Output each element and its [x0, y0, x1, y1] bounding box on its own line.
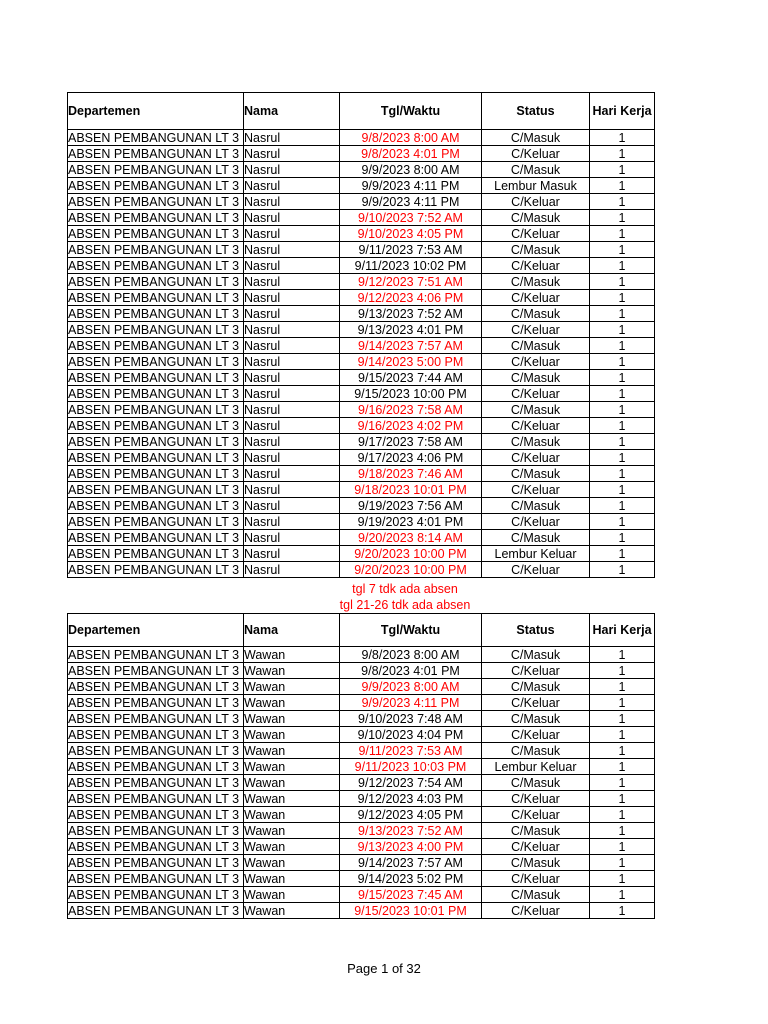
cell-hari-kerja: 1 [590, 178, 655, 194]
cell-status: C/Masuk [482, 210, 590, 226]
cell-nama: Nasrul [244, 242, 340, 258]
cell-tgl-waktu: 9/12/2023 7:51 AM [340, 274, 482, 290]
cell-departemen: ABSEN PEMBANGUNAN LT 3 [68, 743, 244, 759]
cell-status: C/Keluar [482, 322, 590, 338]
cell-hari-kerja: 1 [590, 775, 655, 791]
cell-departemen: ABSEN PEMBANGUNAN LT 3 [68, 402, 244, 418]
cell-departemen: ABSEN PEMBANGUNAN LT 3 [68, 178, 244, 194]
table-body [68, 130, 655, 578]
cell-tgl-waktu: 9/8/2023 8:00 AM [340, 130, 482, 146]
cell-nama: Wawan [244, 903, 340, 919]
cell-departemen: ABSEN PEMBANGUNAN LT 3 [68, 679, 244, 695]
cell-hari-kerja: 1 [590, 663, 655, 679]
cell-departemen: ABSEN PEMBANGUNAN LT 3 [68, 338, 244, 354]
cell-departemen: ABSEN PEMBANGUNAN LT 3 [68, 370, 244, 386]
cell-tgl-waktu: 9/20/2023 8:14 AM [340, 530, 482, 546]
cell-status: C/Keluar [482, 354, 590, 370]
cell-nama: Wawan [244, 695, 340, 711]
cell-tgl-waktu: 9/12/2023 4:05 PM [340, 807, 482, 823]
cell-nama: Wawan [244, 839, 340, 855]
table-row [68, 903, 655, 919]
cell-nama: Nasrul [244, 194, 340, 210]
cell-hari-kerja: 1 [590, 823, 655, 839]
cell-nama: Nasrul [244, 274, 340, 290]
cell-departemen: ABSEN PEMBANGUNAN LT 3 [68, 434, 244, 450]
table-row [68, 354, 655, 370]
cell-status: C/Keluar [482, 386, 590, 402]
cell-hari-kerja: 1 [590, 274, 655, 290]
cell-departemen: ABSEN PEMBANGUNAN LT 3 [68, 647, 244, 663]
cell-nama: Nasrul [244, 146, 340, 162]
table-row [68, 194, 655, 210]
header-status: Status [482, 614, 590, 647]
cell-status: C/Keluar [482, 791, 590, 807]
cell-departemen: ABSEN PEMBANGUNAN LT 3 [68, 290, 244, 306]
cell-nama: Wawan [244, 855, 340, 871]
cell-departemen: ABSEN PEMBANGUNAN LT 3 [68, 258, 244, 274]
cell-status: C/Masuk [482, 647, 590, 663]
cell-hari-kerja: 1 [590, 354, 655, 370]
cell-hari-kerja: 1 [590, 839, 655, 855]
cell-departemen: ABSEN PEMBANGUNAN LT 3 [68, 242, 244, 258]
cell-hari-kerja: 1 [590, 194, 655, 210]
cell-nama: Wawan [244, 775, 340, 791]
table-row [68, 466, 655, 482]
cell-status: Lembur Keluar [482, 759, 590, 775]
cell-departemen: ABSEN PEMBANGUNAN LT 3 [68, 695, 244, 711]
cell-tgl-waktu: 9/9/2023 8:00 AM [340, 679, 482, 695]
cell-departemen: ABSEN PEMBANGUNAN LT 3 [68, 807, 244, 823]
table-row [68, 162, 655, 178]
cell-hari-kerja: 1 [590, 450, 655, 466]
cell-tgl-waktu: 9/10/2023 4:05 PM [340, 226, 482, 242]
cell-tgl-waktu: 9/13/2023 7:52 AM [340, 823, 482, 839]
cell-departemen: ABSEN PEMBANGUNAN LT 3 [68, 823, 244, 839]
header-hari-kerja: Hari Kerja [590, 614, 655, 647]
cell-hari-kerja: 1 [590, 791, 655, 807]
cell-nama: Nasrul [244, 482, 340, 498]
table-row [68, 679, 655, 695]
cell-hari-kerja: 1 [590, 514, 655, 530]
cell-tgl-waktu: 9/14/2023 7:57 AM [340, 338, 482, 354]
cell-tgl-waktu: 9/15/2023 7:45 AM [340, 887, 482, 903]
cell-nama: Nasrul [244, 210, 340, 226]
cell-nama: Wawan [244, 759, 340, 775]
cell-nama: Nasrul [244, 354, 340, 370]
cell-departemen: ABSEN PEMBANGUNAN LT 3 [68, 562, 244, 578]
cell-departemen: ABSEN PEMBANGUNAN LT 3 [68, 274, 244, 290]
cell-nama: Wawan [244, 663, 340, 679]
cell-departemen: ABSEN PEMBANGUNAN LT 3 [68, 727, 244, 743]
cell-hari-kerja: 1 [590, 743, 655, 759]
cell-tgl-waktu: 9/19/2023 4:01 PM [340, 514, 482, 530]
cell-departemen: ABSEN PEMBANGUNAN LT 3 [68, 498, 244, 514]
cell-departemen: ABSEN PEMBANGUNAN LT 3 [68, 530, 244, 546]
table-row [68, 711, 655, 727]
header-tgl-waktu: Tgl/Waktu [340, 93, 482, 130]
cell-hari-kerja: 1 [590, 647, 655, 663]
table-row [68, 242, 655, 258]
cell-status: C/Masuk [482, 338, 590, 354]
table-row [68, 226, 655, 242]
cell-hari-kerja: 1 [590, 306, 655, 322]
cell-status: C/Keluar [482, 226, 590, 242]
cell-departemen: ABSEN PEMBANGUNAN LT 3 [68, 839, 244, 855]
cell-status: C/Keluar [482, 695, 590, 711]
cell-departemen: ABSEN PEMBANGUNAN LT 3 [68, 354, 244, 370]
cell-departemen: ABSEN PEMBANGUNAN LT 3 [68, 775, 244, 791]
cell-tgl-waktu: 9/12/2023 4:03 PM [340, 791, 482, 807]
cell-status: C/Masuk [482, 498, 590, 514]
table-row [68, 546, 655, 562]
cell-status: C/Masuk [482, 370, 590, 386]
table-row [68, 338, 655, 354]
note-line: tgl 7 tdk ada absen [352, 582, 458, 596]
cell-status: Lembur Masuk [482, 178, 590, 194]
cell-nama: Wawan [244, 711, 340, 727]
cell-tgl-waktu: 9/10/2023 7:52 AM [340, 210, 482, 226]
cell-tgl-waktu: 9/8/2023 8:00 AM [340, 647, 482, 663]
cell-status: C/Masuk [482, 306, 590, 322]
table-row [68, 450, 655, 466]
cell-status: C/Masuk [482, 162, 590, 178]
cell-tgl-waktu: 9/11/2023 7:53 AM [340, 242, 482, 258]
table-row [68, 759, 655, 775]
table-row [68, 839, 655, 855]
cell-nama: Nasrul [244, 386, 340, 402]
cell-status: C/Masuk [482, 823, 590, 839]
cell-tgl-waktu: 9/17/2023 7:58 AM [340, 434, 482, 450]
cell-tgl-waktu: 9/10/2023 7:48 AM [340, 711, 482, 727]
cell-tgl-waktu: 9/15/2023 10:00 PM [340, 386, 482, 402]
cell-hari-kerja: 1 [590, 807, 655, 823]
cell-tgl-waktu: 9/16/2023 4:02 PM [340, 418, 482, 434]
cell-hari-kerja: 1 [590, 482, 655, 498]
cell-nama: Wawan [244, 871, 340, 887]
table-row [68, 791, 655, 807]
cell-status: C/Keluar [482, 727, 590, 743]
cell-departemen: ABSEN PEMBANGUNAN LT 3 [68, 482, 244, 498]
cell-nama: Wawan [244, 679, 340, 695]
cell-tgl-waktu: 9/20/2023 10:00 PM [340, 546, 482, 562]
cell-hari-kerja: 1 [590, 242, 655, 258]
cell-nama: Nasrul [244, 306, 340, 322]
note-line: tgl 21-26 tdk ada absen [339, 597, 471, 612]
cell-tgl-waktu: 9/11/2023 7:53 AM [340, 743, 482, 759]
cell-tgl-waktu: 9/18/2023 7:46 AM [340, 466, 482, 482]
cell-nama: Wawan [244, 807, 340, 823]
cell-nama: Wawan [244, 743, 340, 759]
table-row [68, 322, 655, 338]
cell-hari-kerja: 1 [590, 226, 655, 242]
cell-tgl-waktu: 9/17/2023 4:06 PM [340, 450, 482, 466]
cell-tgl-waktu: 9/18/2023 10:01 PM [340, 482, 482, 498]
cell-nama: Nasrul [244, 546, 340, 562]
table-row [68, 514, 655, 530]
cell-status: C/Keluar [482, 663, 590, 679]
cell-status: C/Masuk [482, 434, 590, 450]
table-row [68, 274, 655, 290]
cell-nama: Wawan [244, 791, 340, 807]
table-row [68, 743, 655, 759]
cell-departemen: ABSEN PEMBANGUNAN LT 3 [68, 711, 244, 727]
cell-status: C/Keluar [482, 290, 590, 306]
table-row [68, 498, 655, 514]
cell-tgl-waktu: 9/9/2023 4:11 PM [340, 178, 482, 194]
cell-tgl-waktu: 9/14/2023 5:02 PM [340, 871, 482, 887]
cell-hari-kerja: 1 [590, 759, 655, 775]
cell-status: C/Keluar [482, 871, 590, 887]
table-row [68, 887, 655, 903]
cell-departemen: ABSEN PEMBANGUNAN LT 3 [68, 450, 244, 466]
cell-status: C/Masuk [482, 775, 590, 791]
cell-hari-kerja: 1 [590, 370, 655, 386]
cell-departemen: ABSEN PEMBANGUNAN LT 3 [68, 759, 244, 775]
cell-departemen: ABSEN PEMBANGUNAN LT 3 [68, 306, 244, 322]
cell-status: C/Keluar [482, 258, 590, 274]
cell-nama: Nasrul [244, 434, 340, 450]
table-row [68, 482, 655, 498]
cell-hari-kerja: 1 [590, 258, 655, 274]
cell-departemen: ABSEN PEMBANGUNAN LT 3 [68, 322, 244, 338]
cell-status: C/Masuk [482, 130, 590, 146]
cell-status: C/Masuk [482, 855, 590, 871]
cell-status: C/Keluar [482, 194, 590, 210]
cell-hari-kerja: 1 [590, 546, 655, 562]
table-row [68, 775, 655, 791]
cell-tgl-waktu: 9/9/2023 8:00 AM [340, 162, 482, 178]
attendance-table-wawan [67, 613, 655, 919]
cell-departemen: ABSEN PEMBANGUNAN LT 3 [68, 386, 244, 402]
cell-hari-kerja: 1 [590, 679, 655, 695]
cell-departemen: ABSEN PEMBANGUNAN LT 3 [68, 226, 244, 242]
cell-hari-kerja: 1 [590, 530, 655, 546]
cell-nama: Nasrul [244, 226, 340, 242]
cell-status: C/Masuk [482, 274, 590, 290]
cell-nama: Wawan [244, 647, 340, 663]
header-nama: Nama [244, 614, 340, 647]
cell-hari-kerja: 1 [590, 210, 655, 226]
header-hari-kerja: Hari Kerja [590, 93, 655, 130]
cell-status: C/Masuk [482, 743, 590, 759]
cell-hari-kerja: 1 [590, 695, 655, 711]
cell-tgl-waktu: 9/13/2023 7:52 AM [340, 306, 482, 322]
cell-hari-kerja: 1 [590, 855, 655, 871]
cell-nama: Wawan [244, 887, 340, 903]
table-row [68, 418, 655, 434]
cell-status: C/Keluar [482, 839, 590, 855]
cell-hari-kerja: 1 [590, 562, 655, 578]
table-row [68, 823, 655, 839]
cell-nama: Nasrul [244, 418, 340, 434]
cell-departemen: ABSEN PEMBANGUNAN LT 3 [68, 194, 244, 210]
cell-tgl-waktu: 9/11/2023 10:03 PM [340, 759, 482, 775]
cell-tgl-waktu: 9/16/2023 7:58 AM [340, 402, 482, 418]
cell-status: C/Masuk [482, 711, 590, 727]
cell-departemen: ABSEN PEMBANGUNAN LT 3 [68, 871, 244, 887]
table-row [68, 807, 655, 823]
table-row [68, 530, 655, 546]
cell-departemen: ABSEN PEMBANGUNAN LT 3 [68, 855, 244, 871]
cell-hari-kerja: 1 [590, 711, 655, 727]
table-row [68, 290, 655, 306]
cell-departemen: ABSEN PEMBANGUNAN LT 3 [68, 130, 244, 146]
cell-status: C/Keluar [482, 514, 590, 530]
header-tgl-waktu: Tgl/Waktu [340, 614, 482, 647]
cell-nama: Nasrul [244, 562, 340, 578]
cell-departemen: ABSEN PEMBANGUNAN LT 3 [68, 146, 244, 162]
cell-departemen: ABSEN PEMBANGUNAN LT 3 [68, 663, 244, 679]
cell-status: C/Keluar [482, 146, 590, 162]
header-departemen: Departemen [68, 614, 244, 647]
table-row [68, 386, 655, 402]
cell-status: C/Keluar [482, 482, 590, 498]
cell-tgl-waktu: 9/14/2023 5:00 PM [340, 354, 482, 370]
cell-nama: Nasrul [244, 162, 340, 178]
cell-tgl-waktu: 9/9/2023 4:11 PM [340, 194, 482, 210]
cell-hari-kerja: 1 [590, 871, 655, 887]
cell-nama: Nasrul [244, 370, 340, 386]
table-row [68, 562, 655, 578]
table-body [68, 647, 655, 919]
cell-departemen: ABSEN PEMBANGUNAN LT 3 [68, 466, 244, 482]
cell-nama: Nasrul [244, 466, 340, 482]
cell-status: C/Masuk [482, 402, 590, 418]
cell-departemen: ABSEN PEMBANGUNAN LT 3 [68, 546, 244, 562]
table-row [68, 727, 655, 743]
cell-tgl-waktu: 9/8/2023 4:01 PM [340, 663, 482, 679]
cell-tgl-waktu: 9/10/2023 4:04 PM [340, 727, 482, 743]
cell-hari-kerja: 1 [590, 466, 655, 482]
table-row [68, 663, 655, 679]
table-row [68, 130, 655, 146]
cell-status: C/Masuk [482, 530, 590, 546]
table-row [68, 647, 655, 663]
cell-hari-kerja: 1 [590, 338, 655, 354]
table-row [68, 855, 655, 871]
cell-hari-kerja: 1 [590, 418, 655, 434]
cell-status: C/Masuk [482, 466, 590, 482]
cell-nama: Wawan [244, 727, 340, 743]
cell-departemen: ABSEN PEMBANGUNAN LT 3 [68, 887, 244, 903]
cell-tgl-waktu: 9/9/2023 4:11 PM [340, 695, 482, 711]
cell-tgl-waktu: 9/14/2023 7:57 AM [340, 855, 482, 871]
table-header-row [68, 93, 655, 130]
cell-hari-kerja: 1 [590, 130, 655, 146]
cell-hari-kerja: 1 [590, 322, 655, 338]
cell-hari-kerja: 1 [590, 290, 655, 306]
cell-tgl-waktu: 9/15/2023 10:01 PM [340, 903, 482, 919]
cell-hari-kerja: 1 [590, 727, 655, 743]
cell-tgl-waktu: 9/19/2023 7:56 AM [340, 498, 482, 514]
cell-nama: Nasrul [244, 322, 340, 338]
header-nama: Nama [244, 93, 340, 130]
table-row [68, 434, 655, 450]
table-row [68, 178, 655, 194]
cell-hari-kerja: 1 [590, 903, 655, 919]
table-row [68, 306, 655, 322]
cell-nama: Nasrul [244, 258, 340, 274]
page-footer: Page 1 of 32 [347, 961, 421, 976]
cell-tgl-waktu: 9/15/2023 7:44 AM [340, 370, 482, 386]
cell-nama: Nasrul [244, 530, 340, 546]
cell-status: C/Keluar [482, 418, 590, 434]
cell-nama: Nasrul [244, 130, 340, 146]
cell-status: C/Keluar [482, 450, 590, 466]
cell-nama: Nasrul [244, 178, 340, 194]
cell-nama: Nasrul [244, 338, 340, 354]
table-header-row [68, 614, 655, 647]
table-row [68, 370, 655, 386]
cell-departemen: ABSEN PEMBANGUNAN LT 3 [68, 903, 244, 919]
table-row [68, 146, 655, 162]
cell-hari-kerja: 1 [590, 498, 655, 514]
cell-nama: Nasrul [244, 498, 340, 514]
table-row [68, 210, 655, 226]
cell-nama: Wawan [244, 823, 340, 839]
notes [300, 582, 510, 613]
cell-status: Lembur Keluar [482, 546, 590, 562]
cell-status: C/Masuk [482, 887, 590, 903]
cell-tgl-waktu: 9/12/2023 4:06 PM [340, 290, 482, 306]
cell-hari-kerja: 1 [590, 386, 655, 402]
cell-status: C/Masuk [482, 242, 590, 258]
attendance-table-nasrul [67, 92, 655, 578]
cell-nama: Nasrul [244, 402, 340, 418]
table-row [68, 695, 655, 711]
cell-hari-kerja: 1 [590, 402, 655, 418]
cell-tgl-waktu: 9/8/2023 4:01 PM [340, 146, 482, 162]
cell-status: C/Masuk [482, 679, 590, 695]
table-row [68, 871, 655, 887]
cell-tgl-waktu: 9/20/2023 10:00 PM [340, 562, 482, 578]
cell-departemen: ABSEN PEMBANGUNAN LT 3 [68, 162, 244, 178]
header-departemen: Departemen [68, 93, 244, 130]
cell-tgl-waktu: 9/12/2023 7:54 AM [340, 775, 482, 791]
cell-departemen: ABSEN PEMBANGUNAN LT 3 [68, 791, 244, 807]
cell-nama: Nasrul [244, 514, 340, 530]
table-row [68, 402, 655, 418]
cell-departemen: ABSEN PEMBANGUNAN LT 3 [68, 210, 244, 226]
cell-nama: Nasrul [244, 450, 340, 466]
cell-departemen: ABSEN PEMBANGUNAN LT 3 [68, 418, 244, 434]
cell-status: C/Keluar [482, 562, 590, 578]
cell-hari-kerja: 1 [590, 434, 655, 450]
cell-hari-kerja: 1 [590, 146, 655, 162]
table-row [68, 258, 655, 274]
cell-status: C/Keluar [482, 903, 590, 919]
cell-hari-kerja: 1 [590, 887, 655, 903]
cell-tgl-waktu: 9/11/2023 10:02 PM [340, 258, 482, 274]
cell-tgl-waktu: 9/13/2023 4:00 PM [340, 839, 482, 855]
cell-hari-kerja: 1 [590, 162, 655, 178]
cell-nama: Nasrul [244, 290, 340, 306]
cell-tgl-waktu: 9/13/2023 4:01 PM [340, 322, 482, 338]
header-status: Status [482, 93, 590, 130]
cell-status: C/Keluar [482, 807, 590, 823]
cell-departemen: ABSEN PEMBANGUNAN LT 3 [68, 514, 244, 530]
